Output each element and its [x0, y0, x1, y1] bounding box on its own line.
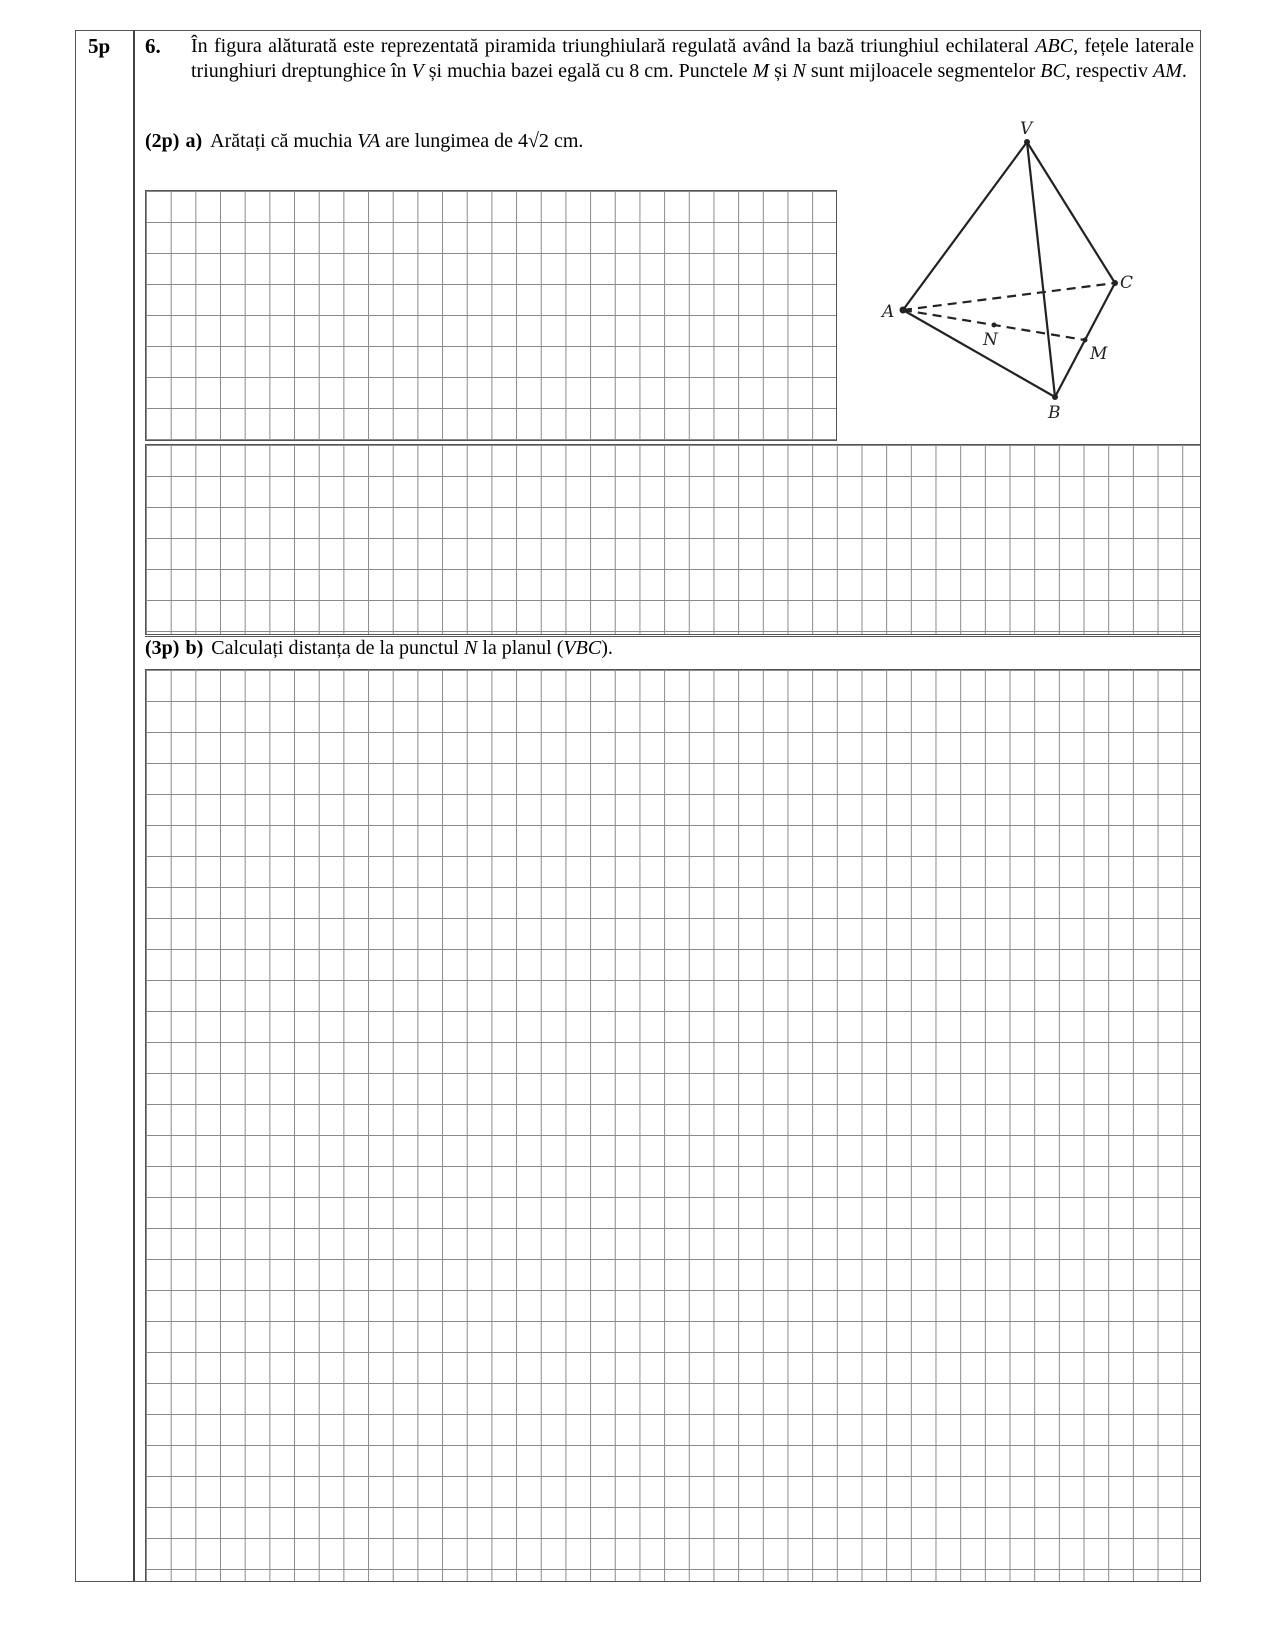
part-b-letter: b)	[185, 637, 204, 659]
point-n	[992, 323, 997, 328]
point-m	[1083, 338, 1088, 343]
label-a: A	[882, 302, 895, 322]
label-m: M	[1090, 344, 1108, 364]
point-a	[900, 307, 907, 314]
problem-statement: În figura alăturată este reprezentată piramida triunghiulară regulată având la bază triunghiul echilateral ABC, fețele laterale triunghiuri dreptunghice în V și muchia bazei egală cu 8 cm. Punctele M și N sunt mijloacele segmentelor BC, respectiv AM.	[191, 35, 1194, 82]
answer-grid-b[interactable]	[145, 669, 1201, 1582]
point-c	[1112, 280, 1118, 286]
part-a-points: (2p)	[145, 130, 180, 152]
problem-number: 6.	[145, 34, 161, 58]
problem-points: 5p	[88, 34, 111, 58]
point-v	[1024, 139, 1030, 145]
edge-ac-hidden	[903, 283, 1115, 310]
part-b-points: (3p)	[145, 637, 180, 659]
sqrt-two: √2	[527, 130, 549, 152]
points-column	[75, 30, 135, 1582]
answer-grid-a-bottom[interactable]	[145, 444, 1201, 635]
label-n: N	[983, 330, 998, 350]
pyramid-figure	[870, 112, 1180, 432]
pyramid-diagram	[870, 112, 1180, 432]
label-c: C	[1120, 273, 1134, 293]
label-v: V	[1020, 119, 1033, 139]
answer-grid-a-top[interactable]	[145, 190, 837, 441]
part-a-letter: a)	[185, 130, 203, 152]
part-b-prompt: (3p) b) Calculați distanța de la punctul N la planul (VBC).	[145, 637, 613, 659]
point-b	[1052, 394, 1058, 400]
part-a-prompt: (2p) a) Arătați că muchia VA are lungimea de 4√2 cm.	[145, 130, 584, 152]
edge-va	[903, 142, 1027, 310]
label-b: B	[1048, 403, 1061, 423]
